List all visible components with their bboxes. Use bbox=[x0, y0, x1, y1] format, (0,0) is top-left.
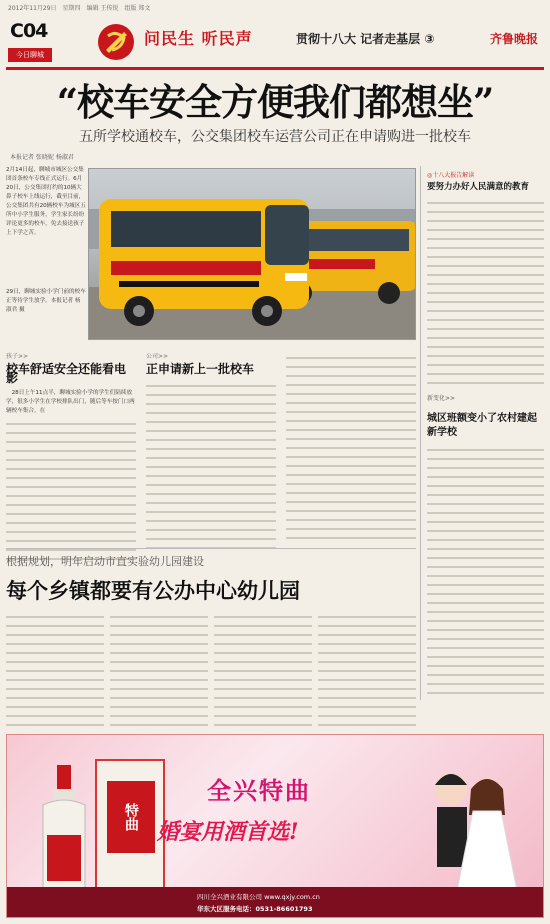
sidebar-headline-1: 要努力办好人民满意的教育 bbox=[427, 182, 530, 192]
kindergarten-col-3 bbox=[214, 611, 312, 729]
school-bus-photo bbox=[88, 168, 416, 340]
column-one-body bbox=[6, 418, 136, 566]
lead-subhead: 五所学校通校车，公交集团校车运营公司正在申请购进一批校车 bbox=[79, 129, 471, 145]
section-tag: 今日聊城 bbox=[8, 48, 52, 62]
column-one-kicker: 孩子>> bbox=[6, 353, 29, 360]
sidebar-tag-2: 新变化>> bbox=[427, 395, 456, 402]
column-subtitle: 贯彻十八大 记者走基层 ③ bbox=[296, 32, 435, 46]
ad-company: 四川全兴酒业有限公司 www.qxjy.com.cn bbox=[197, 893, 320, 901]
sidebar-tag: ◎十八大报告解读 bbox=[427, 172, 475, 179]
gift-box-label: 特曲 bbox=[107, 781, 155, 853]
column-two-body bbox=[146, 380, 276, 548]
lead-byline: 本报记者 张晓妮 杨淑君 bbox=[10, 154, 74, 161]
wedding-couple-icon bbox=[413, 755, 523, 895]
column-one bbox=[6, 352, 136, 568]
sidebar-body-2 bbox=[427, 444, 544, 700]
lead-intro-text: 2月14日起，聊城市城区公交集团首条校车专线正式运行。6月20日，公交集团打约的10辆大鼻子校车上线运行，截至目前，公交集团共有20辆校车为城区五所中小学生服务，学生家长纷纷评论更多的校车，免去接送孩子上下学之苦。 bbox=[6, 167, 86, 236]
newspaper-name: 齐鲁晚报 bbox=[489, 32, 538, 46]
kindergarten-headline: 每个乡镇都要有公办中心幼儿园 bbox=[6, 578, 300, 603]
ad-title: 全兴特曲 bbox=[207, 776, 311, 805]
ad-phone: 华东大区服务电话：0531-86601793 bbox=[197, 905, 313, 913]
kindergarten-col-1 bbox=[6, 611, 104, 729]
kindergarten-col-4 bbox=[318, 611, 416, 729]
sidebar-column bbox=[420, 166, 544, 700]
sidebar-headline-2: 城区班额变小了农村建起新学校 bbox=[427, 413, 537, 438]
column-three bbox=[286, 352, 416, 544]
kindergarten-kicker: 根据规划，明年启动市直实验幼儿园建设 bbox=[6, 555, 204, 568]
column-one-headline: 校车舒适安全还能看电影 bbox=[6, 362, 127, 385]
page-code: C04 bbox=[10, 20, 48, 42]
photo-caption: 29日，聊城实验小学门前的校车正等待学生放学。本报记者 杨淑君 摄 bbox=[6, 289, 86, 313]
kindergarten-col-2 bbox=[110, 611, 208, 729]
lead-headline: “校车安全方便我们都想坐” bbox=[56, 80, 494, 124]
column-two bbox=[146, 352, 276, 550]
column-two-kicker: 公司>> bbox=[146, 353, 169, 360]
bus-illustration bbox=[89, 169, 416, 340]
party-emblem-icon bbox=[96, 22, 136, 62]
page-header bbox=[6, 14, 544, 70]
kindergarten-body bbox=[6, 611, 416, 729]
kindergarten-article bbox=[6, 548, 416, 729]
sidebar-body-1 bbox=[427, 197, 544, 389]
gift-box bbox=[95, 759, 165, 889]
issue-weekday: 星期四 bbox=[62, 4, 81, 12]
column-three-body bbox=[286, 352, 416, 542]
liquor-advertisement bbox=[6, 734, 544, 918]
ad-slogan: 婚宴用酒首选! bbox=[157, 819, 299, 845]
layout-credit: 组版 郑文 bbox=[124, 4, 151, 12]
column-two-headline: 正申请新上一批校车 bbox=[146, 362, 255, 376]
top-info-bar bbox=[6, 0, 544, 14]
column-title: 问民生 听民声 bbox=[144, 29, 253, 48]
editor-credit: 编辑 王传锐 bbox=[86, 4, 119, 12]
issue-date: 2012年11月29日 bbox=[8, 4, 57, 12]
column-one-first-paragraph: 28日上午11点半，聊城实验小学的学生们陆续放学，很多小学生在学校排队出门，随后等车按门口两辆校车集合。在 bbox=[6, 390, 135, 414]
